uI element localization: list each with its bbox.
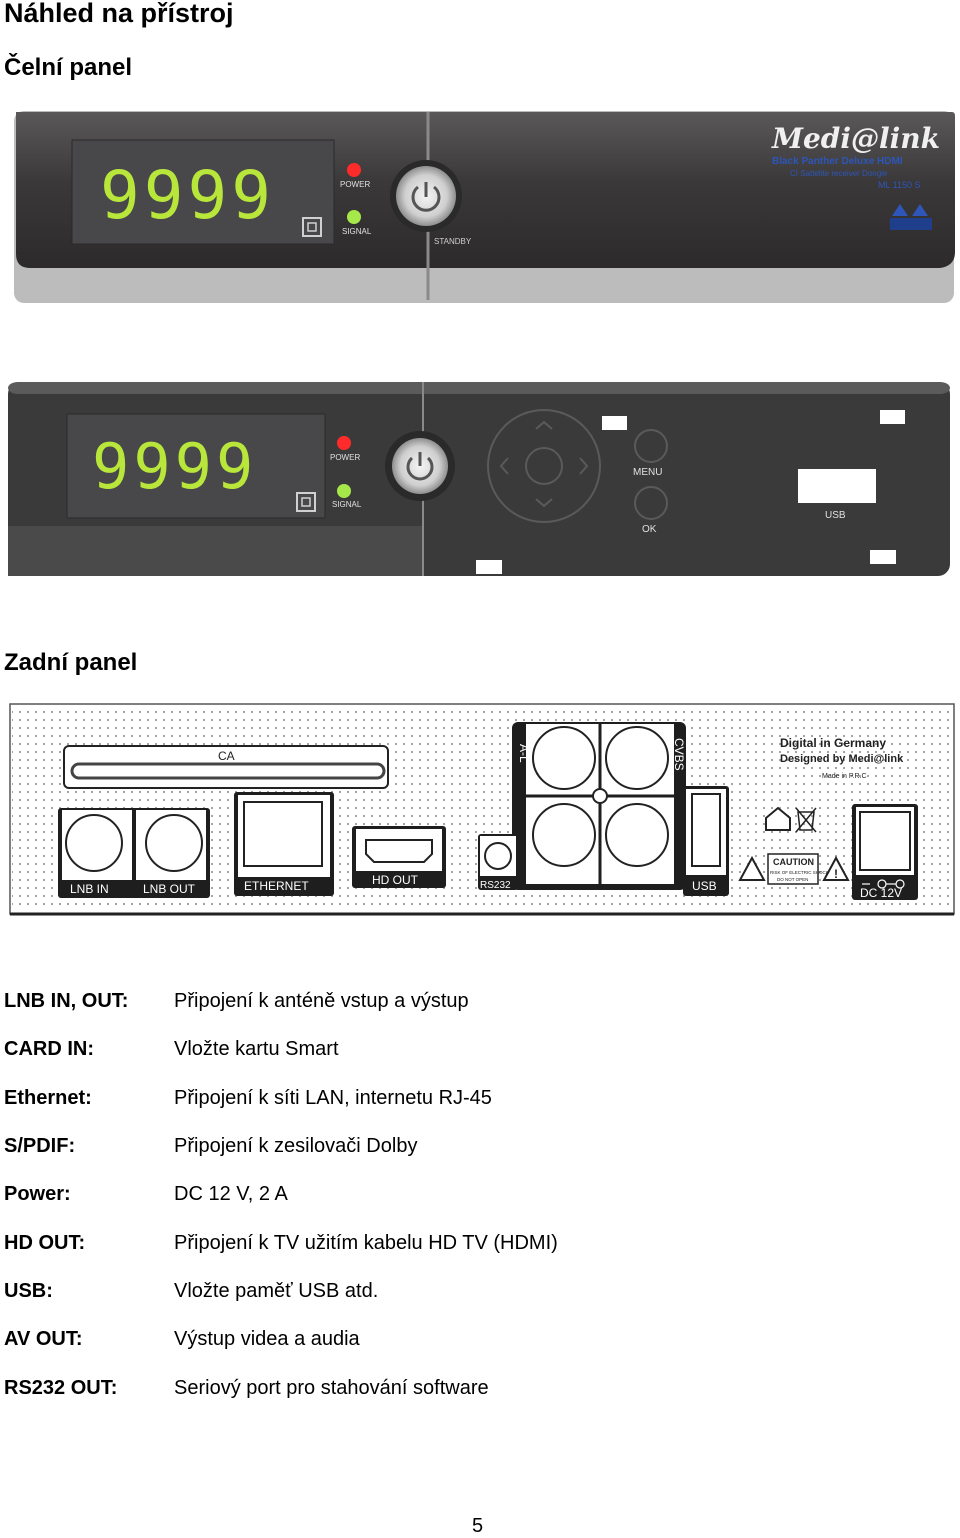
signal-led-label: SIGNAL <box>342 227 372 236</box>
standby-button[interactable] <box>390 160 462 232</box>
audio-left-jack[interactable] <box>533 727 595 789</box>
open-standby-button[interactable] <box>385 431 455 501</box>
front-display-digits: 9999 <box>100 157 275 234</box>
hdout-label: HD OUT <box>372 873 418 887</box>
spec-term: Power: <box>4 1183 71 1205</box>
lnb-out-connector[interactable] <box>146 815 202 871</box>
power-led-label: POWER <box>340 180 371 189</box>
origin-line-1: Digital in Germany <box>780 736 887 750</box>
signal-led <box>347 210 361 224</box>
brand-tagline: Black Panther Deluxe HDMI <box>772 156 903 167</box>
spec-desc: Vložte kartu Smart <box>174 1038 339 1060</box>
spec-desc: Připojení k síti LAN, internetu RJ-45 <box>174 1087 492 1109</box>
ethernet-port[interactable] <box>244 802 322 866</box>
spec-term: USB: <box>4 1280 53 1302</box>
cvbs-jack[interactable] <box>606 727 668 789</box>
rear-usb-label: USB <box>692 879 717 893</box>
hdmi-port[interactable] <box>366 840 432 862</box>
open-power-led <box>337 436 351 450</box>
spec-term: AV OUT: <box>4 1328 83 1350</box>
dc-power-jack[interactable] <box>860 812 910 870</box>
ar-label: A-R <box>549 870 570 884</box>
open-display-digits: 9999 <box>92 430 258 503</box>
standby-label: STANDBY <box>434 237 472 246</box>
rear-panel-figure <box>0 700 960 922</box>
spec-desc: Připojení k anténě vstup a výstup <box>174 990 469 1012</box>
caution-title: CAUTION <box>773 857 814 867</box>
power-led <box>347 163 361 177</box>
front-panel-heading: Čelní panel <box>4 54 133 81</box>
spec-term: S/PDIF: <box>4 1135 76 1157</box>
ca-label: CA <box>218 749 235 763</box>
spec-term: Ethernet: <box>4 1087 92 1109</box>
spdif-jack[interactable] <box>606 804 668 866</box>
spdif-label: S/PDIF <box>614 870 653 884</box>
svg-text:!: ! <box>834 867 838 881</box>
page-title: Náhled na přístroj <box>4 0 234 28</box>
lnb-out-label: LNB OUT <box>143 882 196 896</box>
page-number: 5 <box>472 1515 484 1537</box>
origin-line-3: Made in P.R.C <box>822 773 867 780</box>
open-signal-led-label: SIGNAL <box>332 500 362 509</box>
spec-term: CARD IN: <box>4 1038 94 1060</box>
menu-label: MENU <box>633 467 663 478</box>
caution-line-2: DO NOT OPEN <box>777 877 809 882</box>
rear-usb-port[interactable] <box>692 794 720 866</box>
spec-term: LNB IN, OUT: <box>4 990 129 1012</box>
spec-desc: Připojení k zesilovači Dolby <box>174 1135 418 1157</box>
av-output-block <box>512 722 686 890</box>
rs232-port[interactable] <box>485 843 511 869</box>
ok-label: OK <box>642 524 657 535</box>
front-usb-label: USB <box>825 510 846 521</box>
front-panel-figure <box>0 100 960 320</box>
spec-desc: Vložte paměť USB atd. <box>174 1280 379 1302</box>
brand-logo: Medi@link <box>772 122 941 155</box>
model-label: ML 1150 S <box>878 180 921 190</box>
dc-label: DC 12V <box>860 886 903 900</box>
cvbs-label: CVBS <box>672 738 686 771</box>
front-panel-open-figure <box>0 376 960 588</box>
rear-panel-heading: Zadní panel <box>4 649 138 676</box>
lnb-in-label: LNB IN <box>70 882 109 896</box>
ethernet-label: ETHERNET <box>244 879 309 893</box>
front-usb-port[interactable] <box>798 469 876 503</box>
caution-line-1: RISK OF ELECTRIC SHOCK <box>770 870 829 875</box>
open-signal-led <box>337 484 351 498</box>
spec-desc: Výstup videa a audia <box>174 1328 360 1350</box>
rs232-label: RS232 <box>480 880 511 891</box>
spec-term: HD OUT: <box>4 1232 86 1254</box>
al-label: A-L <box>517 744 531 763</box>
spec-desc: DC 12 V, 2 A <box>174 1183 288 1205</box>
lnb-in-connector[interactable] <box>66 815 122 871</box>
audio-right-jack[interactable] <box>533 804 595 866</box>
spec-term: RS232 OUT: <box>4 1377 118 1399</box>
origin-line-2: Designed by Medi@link <box>780 753 904 765</box>
spec-desc: Seriový port pro stahování software <box>174 1377 489 1399</box>
spec-desc: Připojení k TV užitím kabelu HD TV (HDMI) <box>174 1232 558 1254</box>
brand-subtagline: CI Sattelite receiver Dongle <box>790 169 888 178</box>
open-power-led-label: POWER <box>330 453 361 462</box>
